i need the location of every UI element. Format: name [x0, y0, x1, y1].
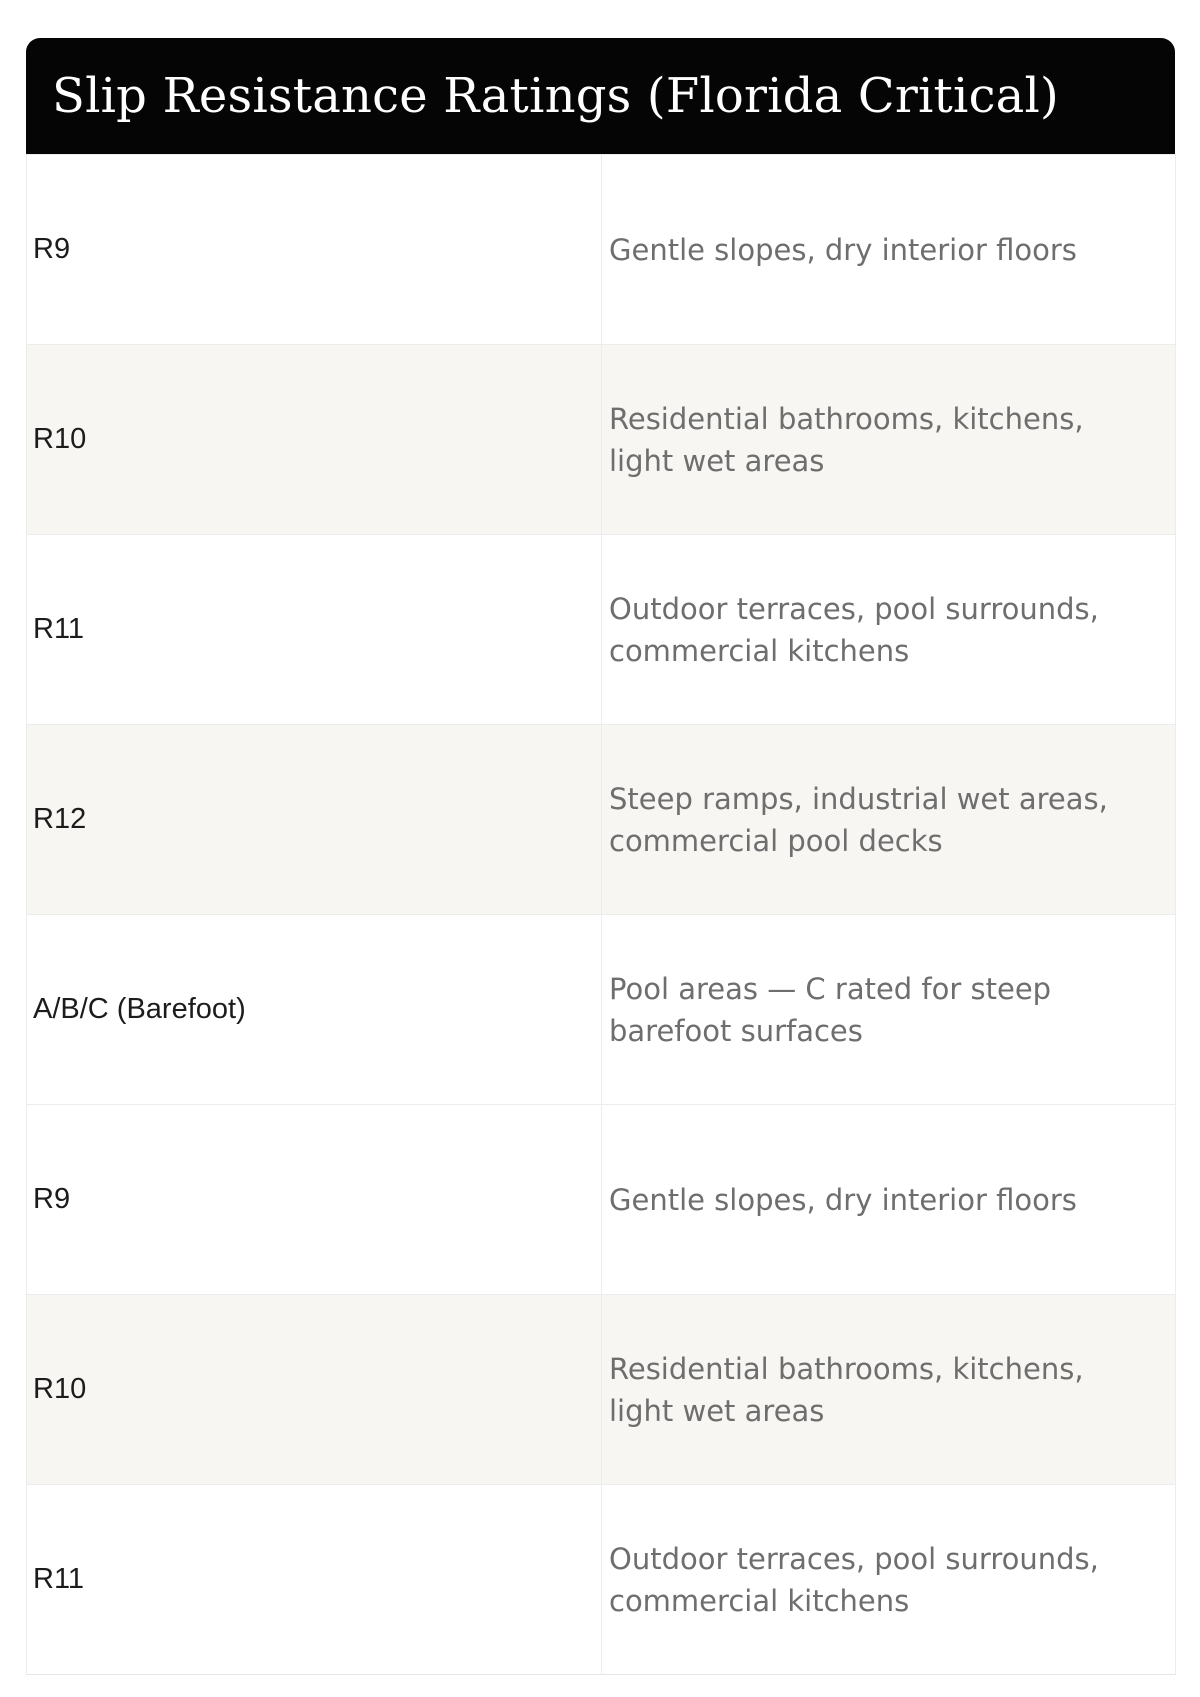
rating-cell: R10	[27, 345, 602, 535]
rating-cell: R12	[27, 725, 602, 915]
table-row	[27, 1295, 1176, 1485]
table-row	[27, 1485, 1176, 1675]
ratings-table	[26, 154, 1176, 1675]
table-row	[27, 915, 1176, 1105]
rating-cell: R11	[27, 1485, 602, 1675]
table-row	[27, 535, 1176, 725]
rating-cell: A/B/C (Barefoot)	[27, 915, 602, 1105]
use-cell: Outdoor terraces, pool surrounds, commercial kitchens	[602, 1485, 1176, 1675]
rating-cell: R9	[27, 155, 602, 345]
table-row	[27, 1105, 1176, 1295]
table-row	[27, 155, 1176, 345]
table-row	[27, 725, 1176, 915]
slip-resistance-card	[26, 38, 1175, 1675]
use-cell: Residential bathrooms, kitchens, light wet areas	[602, 1295, 1176, 1485]
use-cell: Gentle slopes, dry interior floors	[602, 155, 1176, 345]
use-cell: Residential bathrooms, kitchens, light wet areas	[602, 345, 1176, 535]
use-cell: Gentle slopes, dry interior floors	[602, 1105, 1176, 1295]
table-title: Slip Resistance Ratings (Florida Critical)	[52, 68, 1059, 124]
use-cell: Pool areas — C rated for steep barefoot surfaces	[602, 915, 1176, 1105]
table-header	[26, 38, 1175, 154]
use-cell: Steep ramps, industrial wet areas, commercial pool decks	[602, 725, 1176, 915]
rating-cell: R11	[27, 535, 602, 725]
use-cell: Outdoor terraces, pool surrounds, commercial kitchens	[602, 535, 1176, 725]
rating-cell: R10	[27, 1295, 602, 1485]
table-row	[27, 345, 1176, 535]
rating-cell: R9	[27, 1105, 602, 1295]
